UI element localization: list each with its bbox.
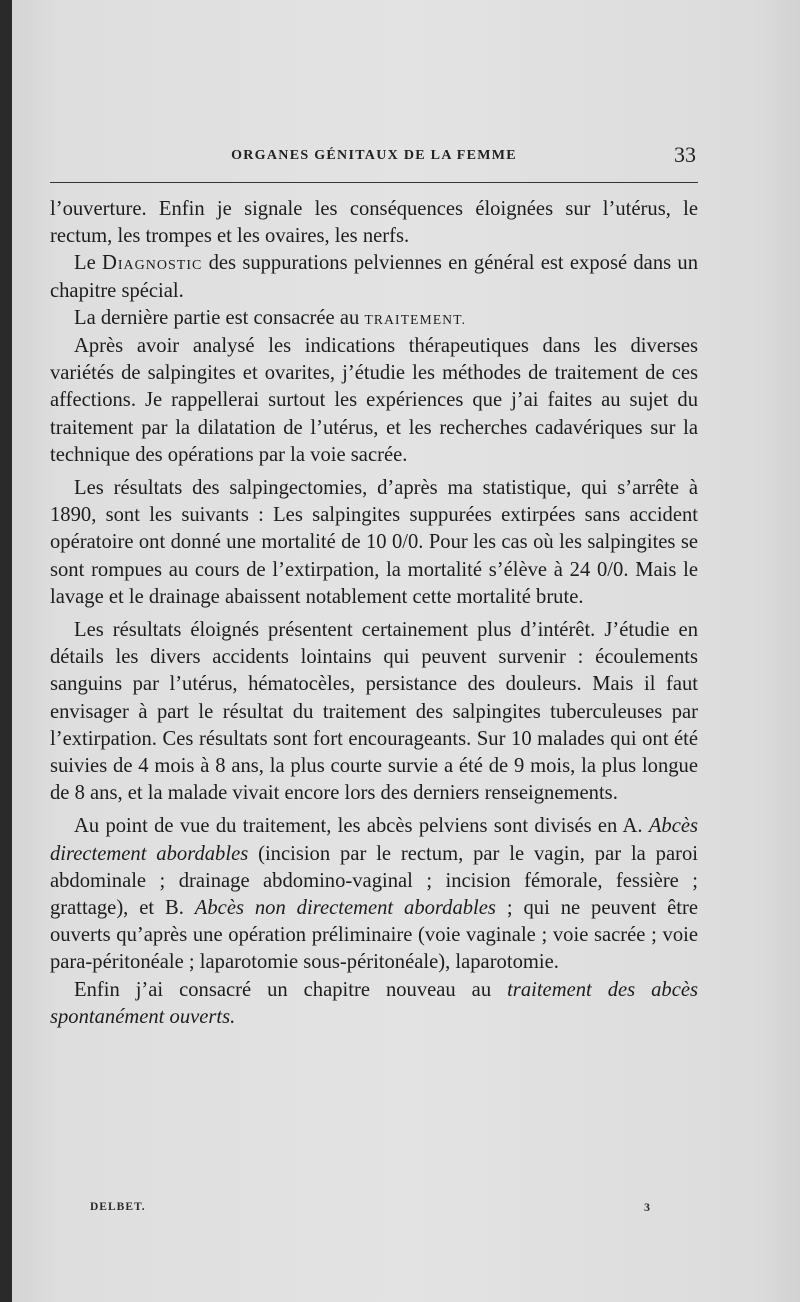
p7-text-a: Au point de vue du traitement, les abcès pelviens sont divisés en A. (74, 815, 649, 838)
header-rule (50, 182, 698, 183)
paragraph-7 (50, 813, 698, 976)
body-text (50, 196, 698, 1031)
paragraph-5: Les résultats des salpingectomies, d’après ma statistique, qui s’arrête à 1890, sont les suivants : Les salpingites suppurées extirpées sans accident opératoire ont donné une mortalité de 10 0/0. Pour les cas où les salpingites se sont rompues au cours de l’extirpation, la mortalité s’élève à 24 0/0. Mais le lavage et le drainage abaissent notablement cette mortalité brute. (50, 477, 698, 608)
paragraph-6: Les résultats éloignés présentent certainement plus d’intérêt. J’étudie en détails les divers accidents lointains qui peuvent survenir : écoulements sanguins par l’utérus, hématocèles, persistance des douleurs. Mais il faut envisager à part le résultat du traitement des salpingites tuberculeuses par l’extirpation. Ces résultats sont fort encourageants. Sur 10 malades qui ont été suivies de 4 mois à 8 ans, la plus courte survie a été de 9 mois, la plus longue de 8 ans, et la malade vivait encore lors des derniers renseignements. (50, 619, 698, 805)
footer-sheet-number: 3 (644, 1200, 650, 1214)
running-title: ORGANES GÉNITAUX DE LA FEMME (231, 148, 517, 163)
p7-text-b: (incision par le rectum, par le vagin, par la paroi abdominale ; drainage abdomino-vaginal ; incision fémorale, fessière ; grattage), et B. (50, 842, 698, 920)
page-number: 33 (674, 142, 696, 167)
p7-italic-2: Abcès non directement abordables (194, 897, 496, 920)
paragraph-8 (50, 977, 698, 1031)
paragraph-2 (50, 250, 698, 304)
p8-text-a: Enfin j’ai consacré un chapitre nouveau au (74, 978, 508, 1001)
p3-caps: TRAITEMENT. (364, 311, 467, 327)
p3-text-a: La dernière partie est consacrée au (74, 306, 365, 329)
paragraph-1: l’ouverture. Enfin je signale les conséquences éloignées sur l’utérus, le rectum, les trompes et les ovaires, les nerfs. (50, 198, 698, 248)
paragraph-3 (50, 305, 698, 333)
p2-text-b: des suppurations pelviennes en général est exposé dans un chapitre spécial. (50, 252, 698, 302)
p8-italic: traitement des abcès spontanément ouverts. (50, 978, 698, 1028)
p2-small-caps: Diagnostic (102, 252, 203, 275)
page-header (50, 142, 698, 172)
paragraph-4: Après avoir analysé les indications thérapeutiques dans les diverses variétés de salpingites et ovarites, j’étudie les méthodes de traitement de ces affections. Je rappellerai surtout les expériences que j’ai faites au sujet du traitement par la dilatation de l’utérus, et les recherches cadavériques sur la technique des opérations par la voie sacrée. (50, 335, 698, 466)
p7-italic-1: Abcès directement abordables (50, 815, 698, 865)
footer-signature: DELBET. (90, 1201, 146, 1213)
p7-text-c: ; qui ne peuvent être ouverts qu’après une opération préliminaire (voie vaginale ; voie sacrée ; voie para-péritonéale ; laparotomie sous-péritonéale), laparotomie. (50, 897, 698, 974)
p2-text-a: Le (74, 252, 102, 275)
